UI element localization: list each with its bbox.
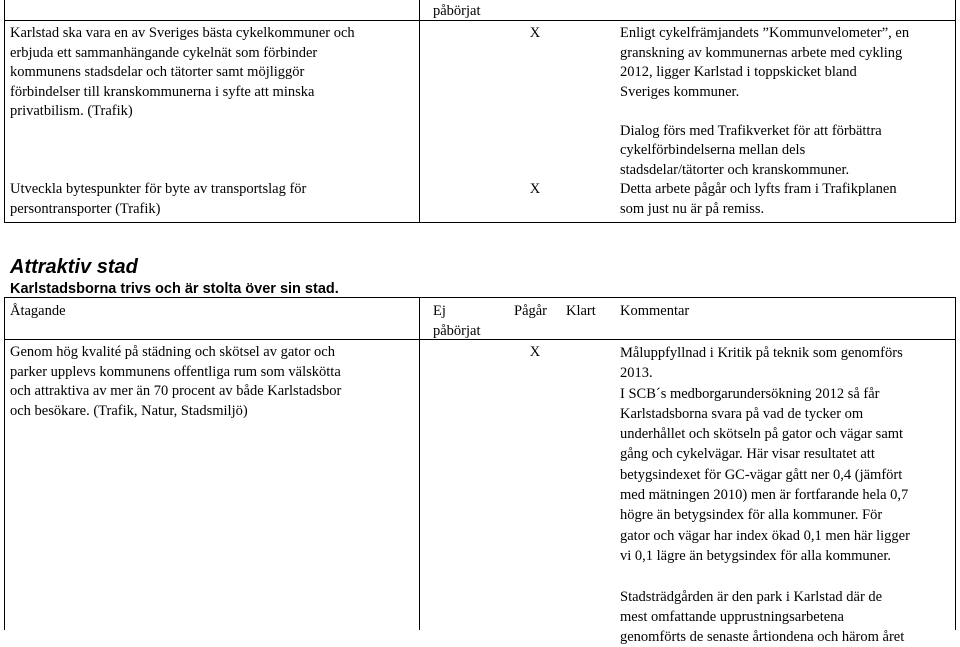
top-table-bottom-border: [4, 222, 956, 223]
bottom-table-left-border: [4, 297, 5, 630]
comment-cleaning: Måluppfyllnad i Kritik på teknik som genomförs 2013. I SCB´s medborgarundersökning 2012 så får Karlstadsborna svara på vad de tycker om underhållet och skötseln på gator och vägar samt gång och cykelvägar. Här visar resultatet att betygsindexet för GC-vägar gått ner 0,4 (jämfört med mätningen 2010) men är fortfarande hela 0,7 högre än betygsindex för alla kommuner. För gator och vägar har index ökad 0,1 men här ligger vi 0,1 lägre än betygsindex för alla kommuner. Stadsträdgården är den park i Karlstad där de mest omfattande upprustningsarbetena genomförts de senaste årtiondena och härom året: [620, 345, 910, 646]
commitment-cycling: Karlstad ska vara en av Sveriges bästa cykelkommuner och erbjuda ett sammanhängande cykelnät som förbinder kommunens stadsdelar och tätorter samt möjliggör förbindelser till kranskommunerna i syfte att minska privatbilism. (Trafik): [10, 25, 355, 119]
header-not-started-partial: påbörjat: [433, 3, 481, 19]
commitment-cleaning: Genom hög kvalité på städning och skötsel av gator och parker upplevs kommunens offentliga rum som välskötta och attraktiva av mer än 70 procent av både Karlstadsbor och besökare. (Trafik, Natur, Stadsmiljö): [10, 344, 342, 419]
commitment-interchange: Utveckla bytespunkter för byte av transportslag för persontransporter (Trafik): [10, 181, 307, 217]
bottom-table-top-border: [4, 297, 956, 298]
header-comment: Kommentar: [620, 303, 690, 319]
section-subheading: Karlstadsborna trivs och är stolta över sin stad.: [10, 281, 339, 297]
top-table-column-divider: [419, 0, 420, 223]
section-heading: Attraktiv stad: [10, 256, 138, 278]
bottom-table-column-divider: [419, 297, 420, 630]
comment-interchange: Detta arbete pågår och lyfts fram i Trafikplanen som just nu är på remiss.: [620, 181, 897, 217]
header-in-progress: Pågår: [514, 303, 548, 319]
header-commitment: Åtagande: [10, 303, 66, 319]
status-mark-cycling: X: [529, 25, 541, 41]
status-mark-interchange: X: [529, 181, 541, 197]
bottom-table-right-border: [955, 297, 956, 630]
top-table-right-border: [955, 0, 956, 223]
status-mark-cleaning: X: [529, 344, 541, 360]
comment-cycling: Enligt cykelfrämjandets ”Kommunvelometer”, en granskning av kommunernas arbete med cykling 2012, ligger Karlstad i toppskicket bland Sveriges kommuner. Dialog förs med Trafikverket för att förbättra cykelförbindelserna mellan dels stadsdelar/tätorter och kranskommuner.: [620, 25, 910, 178]
top-table-left-border: [4, 0, 5, 223]
header-not-started: Ej påbörjat: [433, 303, 481, 339]
header-done: Klart: [566, 303, 596, 319]
